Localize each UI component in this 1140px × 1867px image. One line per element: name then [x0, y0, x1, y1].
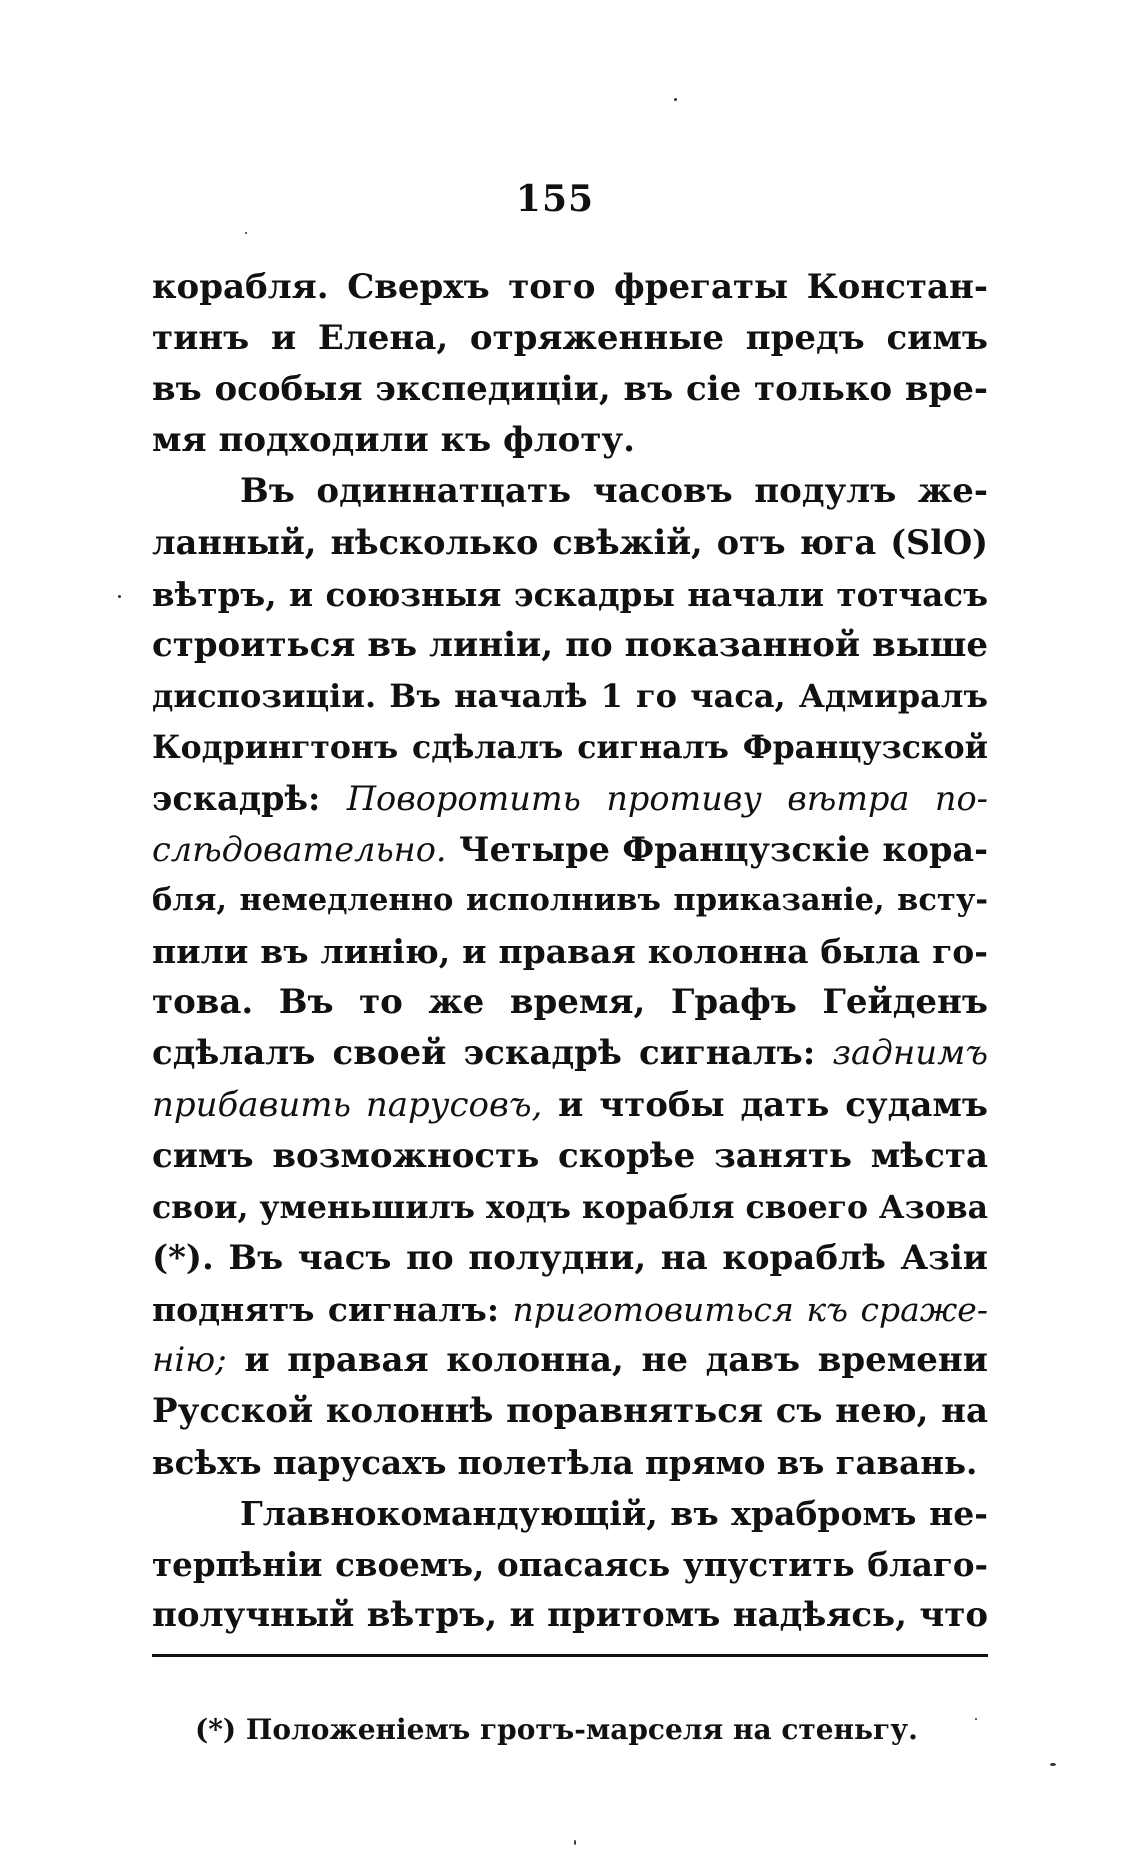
text-run: Главнокомандующій, въ храбромъ не- [240, 1494, 988, 1534]
text-run: получный вѣтръ, и притомъ надѣясь, что [152, 1595, 988, 1636]
scan-speck [975, 1718, 977, 1720]
text-run: и правая колонна, не давъ времени [226, 1339, 988, 1380]
italic-text: прибавить парусовъ, [152, 1084, 543, 1125]
text-line [152, 1284, 988, 1335]
text-run: эскадрѣ: [152, 778, 347, 818]
footnote-divider [152, 1654, 988, 1657]
page-number: 155 [515, 178, 595, 220]
text-run: мя подходили къ флоту. [152, 420, 636, 461]
text-line [152, 926, 988, 977]
scan-speck [1050, 1763, 1056, 1766]
text-run: Въ одиннатцать часовъ подулъ же- [240, 471, 988, 512]
body-text [152, 262, 988, 1642]
text-run: Четыре Французскіе кора- [446, 830, 988, 870]
text-run: Русской колоннѣ поравняться съ нею, на [152, 1391, 988, 1432]
text-run: (*). Въ часъ по полудни, на кораблѣ Азіи [152, 1237, 988, 1278]
text-line [152, 1233, 988, 1284]
text-line [152, 1488, 988, 1539]
text-line [152, 620, 988, 671]
text-line [152, 1182, 988, 1233]
text-run: поднятъ сигналъ: [152, 1289, 513, 1329]
text-line [152, 1080, 988, 1131]
italic-text: нію; [152, 1339, 227, 1380]
text-run: това. Въ то же время, Графъ Гейденъ [152, 982, 988, 1023]
italic-text: приготовиться къ сраже- [512, 1289, 988, 1329]
text-line [152, 977, 988, 1028]
text-run: и чтобы дать судамъ [542, 1084, 988, 1125]
text-line [152, 364, 988, 415]
text-line [152, 1131, 988, 1182]
italic-text: слѣдовательно. [152, 830, 447, 870]
footnote: (*) Положеніемъ гротъ-марселя на стеньгу. [195, 1713, 918, 1746]
text-run: Кодрингтонъ сдѣлалъ сигналъ Французской [152, 728, 988, 766]
text-run: пили въ линію, и правая колонна была го- [152, 932, 988, 972]
text-run: терпѣніи своемъ, опасаясь упустить благо- [152, 1545, 988, 1585]
text-run: сдѣлалъ своей эскадрѣ сигналъ: [152, 1033, 833, 1074]
text-line [152, 1028, 988, 1079]
text-line [152, 517, 988, 568]
text-line [152, 1437, 988, 1488]
text-line [152, 824, 988, 875]
scan-speck [674, 98, 677, 101]
text-run: ланный, нѣсколько свѣжій, отъ юга (SlO) [152, 523, 988, 563]
italic-text: Поворотить противу вѣтра по- [346, 778, 988, 818]
text-line [152, 569, 988, 620]
text-run: вѣтръ, и союзныя эскадры начали тотчасъ [152, 574, 988, 614]
text-run: въ особыя экспедиціи, въ сіе только вре- [152, 369, 988, 410]
text-line [152, 671, 988, 722]
text-line [152, 1386, 988, 1437]
scan-speck [574, 1840, 576, 1845]
text-run: всѣхъ парусахъ полетѣла прямо въ гавань. [152, 1443, 978, 1483]
scan-speck [118, 595, 121, 598]
text-run: бля, немедленно исполнивъ приказаніе, всту- [152, 882, 988, 919]
scan-speck [245, 232, 247, 234]
text-run: диспозиціи. Въ началѣ 1 го часа, Адмиралъ [152, 676, 988, 715]
text-line [152, 313, 988, 364]
text-line [152, 466, 988, 517]
text-run: тинъ и Елена, отряженные предъ симъ [152, 318, 988, 359]
italic-text: заднимъ [832, 1033, 988, 1074]
text-line [152, 1335, 988, 1386]
text-line [152, 415, 988, 466]
text-line [152, 1539, 988, 1590]
text-line [152, 722, 988, 773]
text-line [152, 262, 988, 313]
text-run: симъ возможность скорѣе занять мѣста [152, 1135, 988, 1176]
text-line [152, 1590, 988, 1641]
text-line [152, 875, 988, 926]
text-run: корабля. Сверхъ того фрегаты Констан- [152, 267, 988, 307]
text-run: свои, уменьшилъ ходъ корабля своего Азова [152, 1188, 988, 1226]
text-line [152, 773, 988, 824]
text-run: строиться въ линіи, по показанной выше [152, 624, 988, 665]
